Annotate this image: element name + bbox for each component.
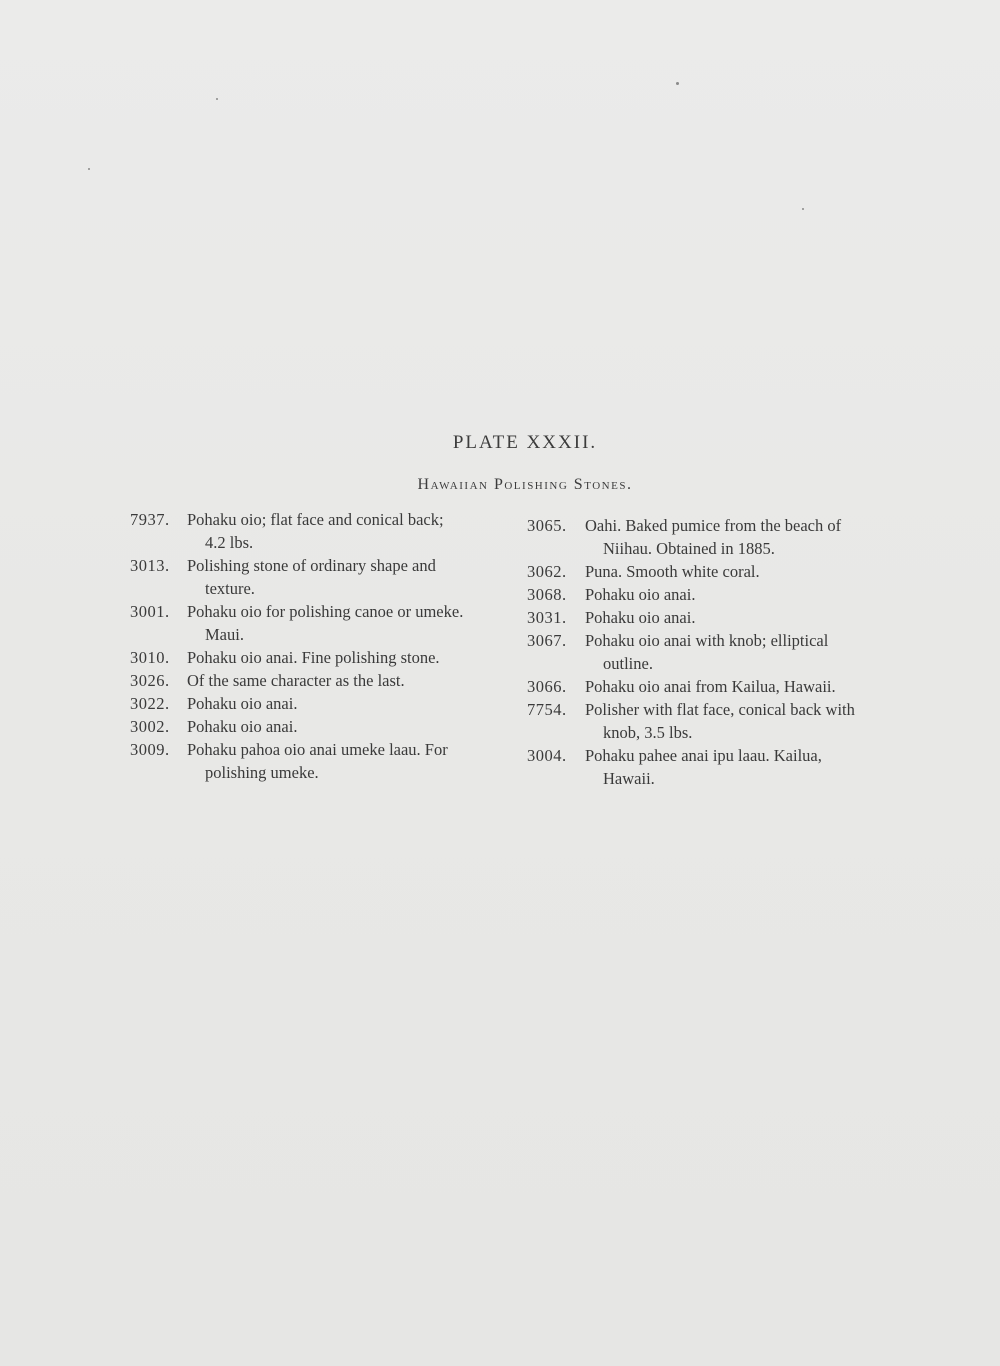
entry-description [187,554,510,600]
entry-description [187,646,510,669]
catalog-number: 3001. [130,602,170,621]
catalog-number: 7754. [527,700,567,719]
entry-line: Of the same character as the last. [187,671,405,690]
catalog-entry [130,669,510,692]
catalog-entry [130,715,510,738]
entry-line-continued: outline. [603,654,653,673]
entry-line: Puna. Smooth white coral. [585,562,760,581]
catalog-number: 3068. [527,585,567,604]
catalog-number: 7937. [130,510,170,529]
entry-line: Pohaku pahoa oio anai umeke laau. For [187,740,448,759]
entry-line-continued: 4.2 lbs. [205,533,254,552]
catalog-entry [527,629,915,675]
entry-line: Polisher with flat face, conical back with [585,700,855,719]
catalog-entry [130,646,510,669]
entry-description [187,669,510,692]
entry-line-continued: Maui. [205,625,244,644]
catalog-entry [527,514,915,560]
catalog-entry [130,508,510,554]
paper-speck [802,208,804,210]
entry-description [585,514,915,560]
catalog-entry [130,738,510,784]
catalog-number: 3065. [527,516,567,535]
entry-line-continued: knob, 3.5 lbs. [603,723,693,742]
entry-line: Pohaku oio; flat face and conical back; [187,510,444,529]
entry-line: Pohaku oio anai. [187,717,298,736]
catalog-number: 3022. [130,694,170,713]
entry-line-continued: Niihau. Obtained in 1885. [603,539,775,558]
catalog-number: 3026. [130,671,170,690]
catalog-number: 3066. [527,677,567,696]
catalog-number: 3013. [130,556,170,575]
entry-line: Pohaku pahee anai ipu laau. Kailua, [585,746,822,765]
entry-description [585,744,915,790]
paper-speck [216,98,218,100]
plate-title: PLATE XXXII. [452,432,598,453]
entry-line: Pohaku oio anai from Kailua, Hawaii. [585,677,836,696]
catalog-number: 3002. [130,717,170,736]
catalog-number: 3062. [527,562,567,581]
entry-description [585,606,915,629]
entry-line-continued: texture. [205,579,255,598]
entry-description [585,675,915,698]
entry-line: Oahi. Baked pumice from the beach of [585,516,842,535]
catalog-entry [527,744,915,790]
entry-line: Pohaku oio anai with knob; elliptical [585,631,829,650]
entry-line: Pohaku oio for polishing canoe or umeke. [187,602,464,621]
entry-description [187,715,510,738]
entry-description [585,698,915,744]
entry-line: Pohaku oio anai. [585,585,696,604]
catalog-entry [130,554,510,600]
catalog-number: 3067. [527,631,567,650]
entry-description [187,692,510,715]
catalog-number: 3031. [527,608,567,627]
catalog-entry [130,600,510,646]
catalog-entry [130,692,510,715]
paper-speck [676,82,679,85]
entry-description [585,560,915,583]
catalog-number: 3004. [527,746,567,765]
entry-line: Pohaku oio anai. [585,608,696,627]
plate-subtitle: Hawaiian Polishing Stones. [417,476,633,493]
entry-description [585,629,915,675]
catalog-entry [527,698,915,744]
catalog-number: 3009. [130,740,170,759]
catalog-entry [527,675,915,698]
right-column [527,514,915,790]
paper-speck [88,168,90,170]
entry-description [187,600,510,646]
catalog-entry [527,583,915,606]
entry-line: Pohaku oio anai. [187,694,298,713]
entry-line-continued: polishing umeke. [205,763,319,782]
entry-line: Polishing stone of ordinary shape and [187,556,436,575]
catalog-entry [527,560,915,583]
entry-description [187,508,510,554]
entry-description [585,583,915,606]
entry-description [187,738,510,784]
entry-line: Pohaku oio anai. Fine polishing stone. [187,648,440,667]
left-column [130,508,510,784]
catalog-entry [527,606,915,629]
entry-line-continued: Hawaii. [603,769,655,788]
catalog-number: 3010. [130,648,170,667]
